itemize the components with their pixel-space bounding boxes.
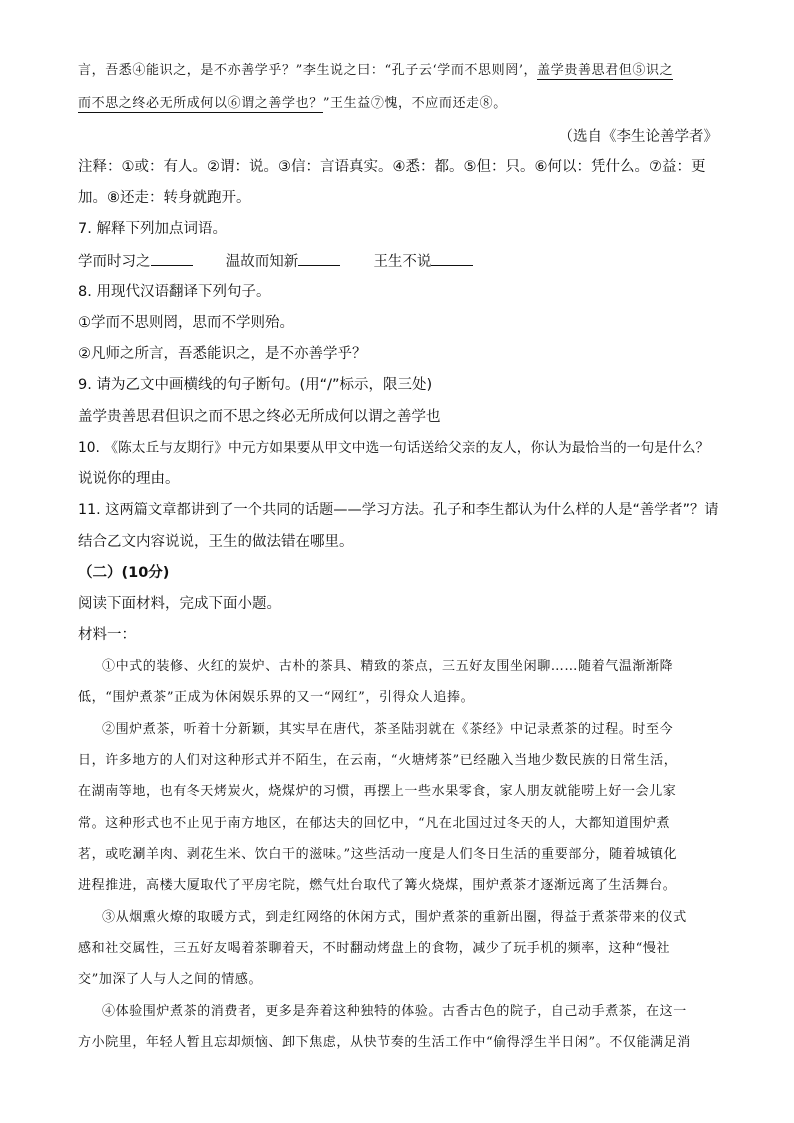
question-10-line-2: 说说你的理由。 (78, 471, 180, 487)
material-1-label: 材料一： (78, 627, 136, 643)
answer-blank[interactable] (298, 251, 340, 266)
passage-text: 言，吾悉④能识之，是不亦善学乎？”李生说之曰：“孔子云‘学而不思则罔’， (78, 63, 538, 78)
material-p2-line-2: 日，许多地方的人们对这种形式并不陌生，在云南，“火塘烤茶”已经融入当地少数民族的日常生活， (78, 753, 678, 768)
material-p2-line-6: 进程推进，高楼大厦取代了平房宅院，燃气灶台取代了篝火烧煤，围炉煮茶才逐渐远离了生活舞台。 (78, 878, 677, 893)
passage-line-1 (78, 61, 673, 81)
passage-source: （选自《李生论善学者》 (558, 129, 718, 145)
passage-text: ”王生益⑦愧，不应而还走⑧。 (322, 96, 507, 111)
question-11-line-1: 11. 这两篇文章都讲到了一个共同的话题——学习方法。孔子和李生都认为什么样的人是“善学者”？请 (78, 502, 719, 518)
underlined-sentence-part: 而不思之终必无所成何以⑥谓之善学也？ (78, 96, 323, 111)
question-7-items (78, 251, 473, 272)
question-11-line-2: 结合乙文内容说说，王生的做法错在哪里。 (78, 534, 354, 550)
question-8-sentence-2: ②凡师之所言，吾悉能识之，是不亦善学乎？ (78, 346, 367, 362)
question-7-title: 7. 解释下列加点词语。 (78, 221, 227, 237)
material-p3-line-3: 交”加深了人与人之间的情感。 (78, 972, 263, 987)
answer-blank[interactable] (151, 251, 193, 266)
material-p4-line-2: 方小院里，年轻人暂且忘却烦恼、卸下焦虑，从快节奏的生活工作中“偷得浮生半日闲”。不仅能满足消 (78, 1035, 691, 1050)
answer-blank[interactable] (431, 251, 473, 266)
notes-line-2: 加。⑧还走：转身就跑开。 (78, 190, 251, 206)
question-10-line-1: 10. 《陈太丘与友期行》中元方如果要从甲文中选一句话送给父亲的友人，你认为最恰当的一句是什么？ (78, 440, 710, 456)
q7-item-1: 学而时习之 (78, 254, 151, 270)
passage-line-2 (78, 94, 507, 114)
material-p3-line-2: 感和社交属性，三五好友喝着茶聊着天，不时翻动烤盘上的食物，减少了玩手机的频率，这种“慢社 (78, 941, 671, 956)
underlined-sentence-part: 盖学贵善思君但⑤识之 (537, 63, 674, 78)
notes-line-1: 注释：①或：有人。②谓：说。③信：言语真实。④悉：都。⑤但：只。⑥何以：凭什么。⑦益：更 (78, 159, 706, 175)
material-p1-line-2: 低，“围炉煮茶”正成为休闲娱乐界的又一“网红”，引得众人追捧。 (78, 690, 475, 705)
material-p4-line-1: ④体验围炉煮茶的消费者，更多是奔着这种独特的体验。古香古色的院子，自己动手煮茶，在这一 (102, 1004, 687, 1019)
material-p2-line-4: 常。这种形式也不止见于南方地区，在郁达夫的回忆中，“凡在北国过过冬天的人，大都知道围炉煮 (78, 816, 671, 831)
material-p2-line-5: 茗，或吃涮羊肉、剥花生米、饮白干的滋味。”这些活动一度是人们冬日生活的重要部分，随着城镇化 (78, 847, 678, 862)
material-p1-line-1: ①中式的装修、火红的炭炉、古朴的茶具、精致的茶点，三五好友围坐闲聊……随着气温渐渐降 (102, 659, 674, 674)
question-8-title: 8. 用现代汉语翻译下列句子。 (78, 284, 271, 300)
question-9-title: 9. 请为乙文中画横线的句子断句。(用“/”标示，限三处) (78, 377, 433, 393)
question-9-text: 盖学贵善思君但识之而不思之终必无所成何以谓之善学也 (78, 409, 441, 425)
q7-item-3: 王生不说 (373, 254, 432, 270)
q7-item-2: 温故而知新 (225, 254, 299, 270)
material-p2-line-3: 在湖南等地，也有冬天烤炭火，烧煤炉的习惯，再摆上一些水果零食，家人朋友就能唠上好一会儿家 (78, 784, 677, 799)
material-p2-line-1: ②围炉煮茶，听着十分新颖，其实早在唐代，茶圣陆羽就在《茶经》中记录煮茶的过程。时至今 (102, 722, 674, 737)
section-2-instruction: 阅读下面材料，完成下面小题。 (78, 596, 281, 612)
question-8-sentence-1: ①学而不思则罔，思而不学则殆。 (78, 315, 294, 331)
section-2-title: （二）(10分) (78, 565, 170, 581)
material-p3-line-1: ③从烟熏火燎的取暖方式，到走红网络的休闲方式，围炉煮茶的重新出圈，得益于煮茶带来的仪式 (102, 910, 687, 925)
